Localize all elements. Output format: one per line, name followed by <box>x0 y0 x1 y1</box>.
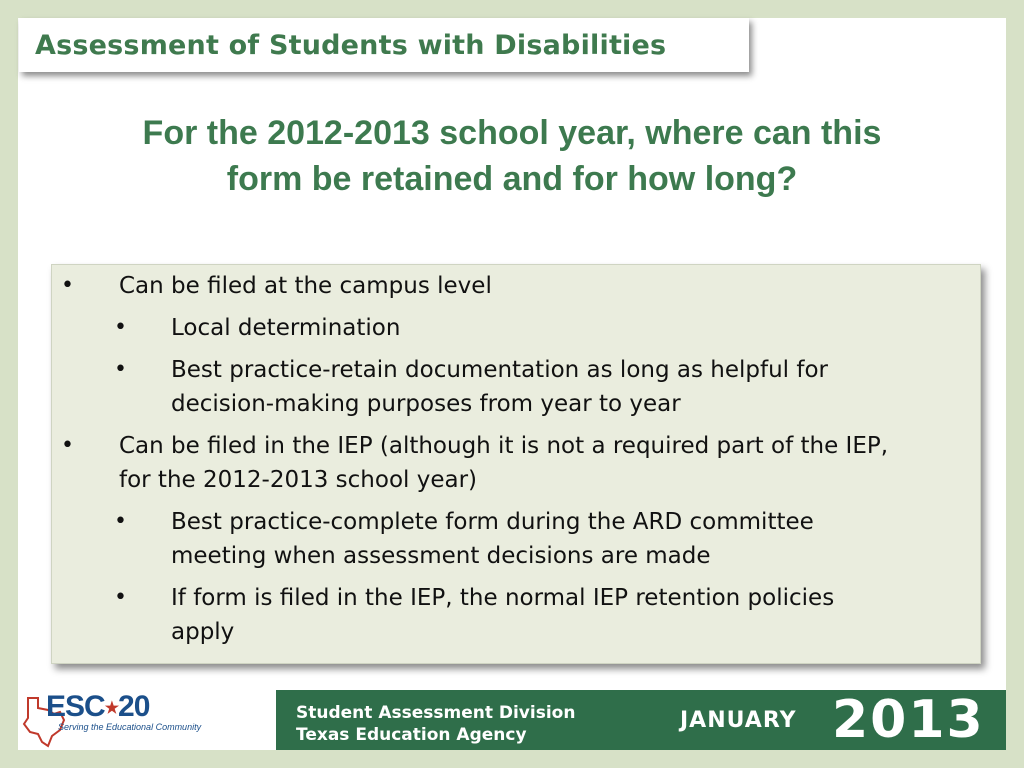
logo-number: 20 <box>118 690 150 723</box>
bullet-text-continued: decision-making purposes from year to year <box>171 391 681 417</box>
bullet-dot: • <box>61 433 74 458</box>
bullet-item <box>61 429 889 497</box>
bullet-dot: • <box>114 315 127 340</box>
esc20-tagline: Serving the Educational Community <box>58 722 202 732</box>
bullet-text: Local determination <box>171 315 401 341</box>
bullet-text: Can be filed at the campus level <box>119 273 492 299</box>
esc20-logo-text <box>46 690 149 724</box>
bullet-dot: • <box>114 509 127 534</box>
bullet-text: Best practice-retain documentation as long as helpful for <box>171 357 828 383</box>
sub-bullet-item <box>114 505 814 573</box>
bullet-text: If form is filed in the IEP, the normal IEP retention policies <box>171 585 835 611</box>
sub-bullet-item <box>114 581 835 649</box>
bullet-dot: • <box>61 273 74 298</box>
footer-month: JANUARY <box>680 708 797 733</box>
slide-header-title: Assessment of Students with Disabilities <box>35 29 667 61</box>
question-line-2: form be retained and for how long? <box>226 160 798 198</box>
slide-question-title <box>40 110 984 202</box>
bullet-dot: • <box>114 357 127 382</box>
bullet-dot: • <box>114 585 127 610</box>
logo-star-icon: ★ <box>104 700 119 718</box>
question-line-1: For the 2012-2013 school year, where can this <box>142 114 882 152</box>
sub-bullet-item <box>114 353 828 421</box>
footer-division-line-1: Student Assessment Division <box>296 703 576 723</box>
header-banner <box>19 18 749 72</box>
bullet-text-continued: apply <box>171 619 235 645</box>
footer-year: 2013 <box>832 690 985 750</box>
footer-division <box>296 702 575 746</box>
bullet-text: Can be filed in the IEP (although it is not a required part of the IEP, <box>119 433 889 459</box>
sub-bullet-item <box>114 311 401 345</box>
logo-esc: ESC <box>46 690 105 723</box>
bullet-item <box>61 269 492 303</box>
footer-division-line-2: Texas Education Agency <box>296 725 527 745</box>
bullet-text-continued: for the 2012-2013 school year) <box>119 467 478 493</box>
bullet-text: Best practice-complete form during the ARD committee <box>171 509 814 535</box>
bullet-text-continued: meeting when assessment decisions are made <box>171 543 711 569</box>
